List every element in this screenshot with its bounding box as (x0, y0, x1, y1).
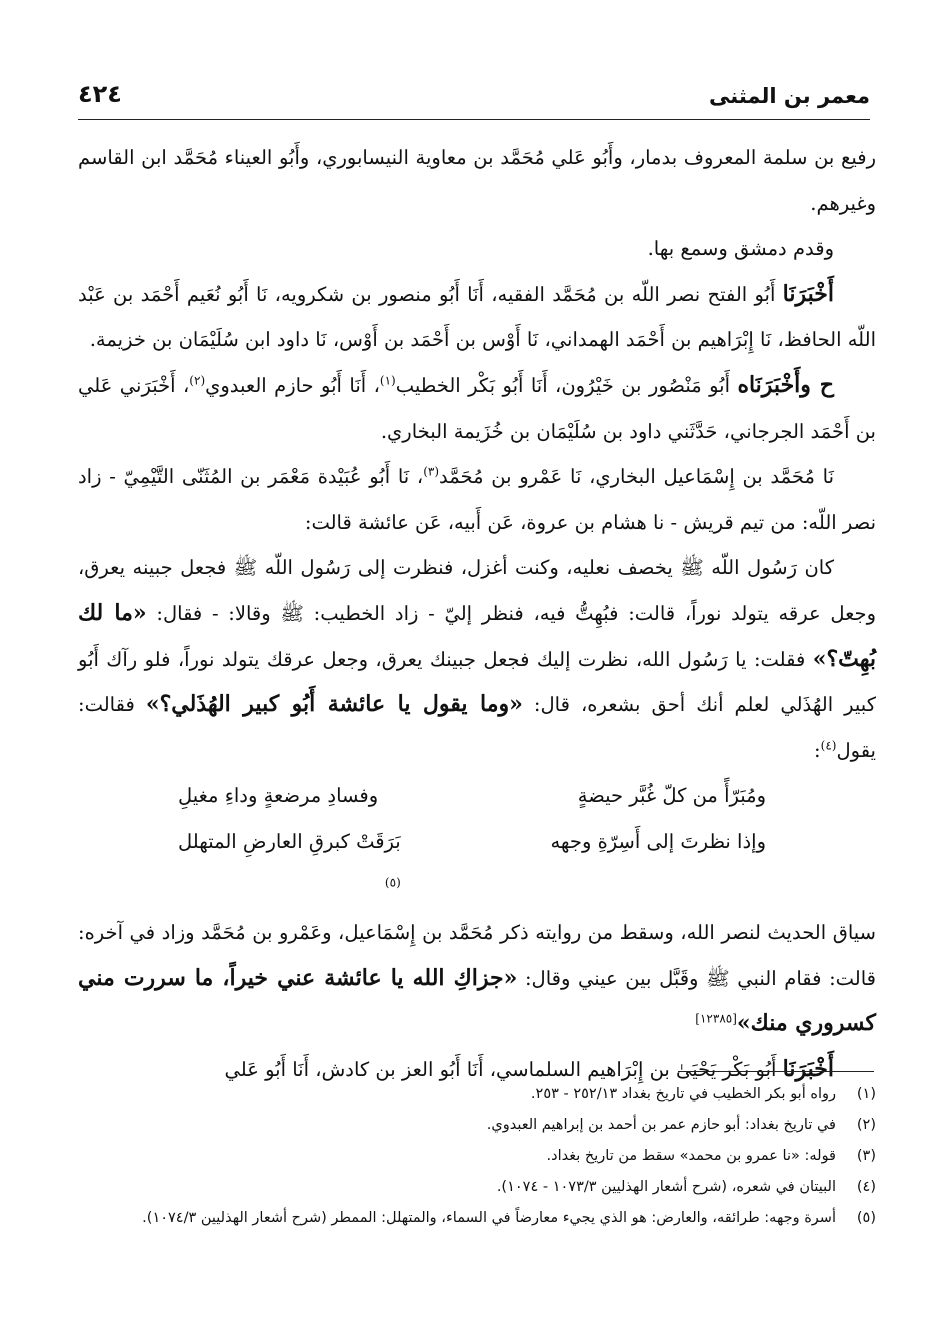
verse-2-text: بَرَقَتْ كبرقِ العارضِ المتهلل (178, 829, 401, 853)
footnote-ref-2[interactable]: (٢) (189, 373, 206, 388)
footnote-number: (١) (856, 1086, 876, 1102)
p5-text-a: نَا مُحَمَّد بن إِسْمَاعيل البخاري، نَا عَمْرو بن مُحَمَّد (439, 465, 835, 489)
footnote-rule (678, 1071, 874, 1072)
p4-text-b: ، أَنَا أَبُو حازم العبدوي (205, 373, 380, 397)
p6-text-f: : (814, 738, 821, 762)
verse-line-2 (78, 819, 876, 910)
verse-1-first-hemistich: ومُبَرّأً من كلّ غُبَّر حيضةٍ (577, 784, 766, 808)
footnote-text: أسرة وجهه: طرائقه، والعارض: هو الذي يجيء معارضاً في السماء، والمتهلل: الممطر (شرح أشعار الهذليين ١٠٧٤/٣). (142, 1210, 836, 1226)
footnote-item (78, 1172, 876, 1203)
footnote-item (78, 1203, 876, 1234)
verse-2-second-hemistich (178, 819, 401, 910)
footnote-text: في تاريخ بغداد: أبو حازم عمر بن أحمد بن إبراهيم العبدوي. (486, 1117, 836, 1133)
verse-2-first-hemistich: وإذا نظرتَ إلى أَسِرّةِ وجهه (550, 829, 766, 853)
footnote-number: (٥) (856, 1210, 876, 1226)
paragraph-3 (78, 272, 876, 363)
paragraph-6 (78, 545, 876, 773)
p5-text-b: ، نَا أَبُو عُبَيْدة مَعْمَر بن المُثَنّى التَّيْمِيّ - زاد نصر اللّه: من تيم قريش - نا هشام بن عروة، عَن أَبيه، عَن عائشة قالت: (78, 465, 876, 534)
p7-text-a: سياق الحديث لنصر الله، وسقط من روايته ذكر مُحَمَّد بن إِسْمَاعيل، وعَمْرو بن مُحَمَّد وزاد في آخره: قالت: فقام النبي ﷺ وقَبَّل بين عيني وقال: (78, 921, 876, 990)
footnote-item (78, 1079, 876, 1110)
p6-text-a: كان رَسُول اللّه ﷺ يخصف نعليه، وكنت أغزل، فنظرت إلى رَسُول اللّه ﷺ فجعل جبينه يعرق، وجعل عرقه يتولد نوراً، قالت: فبُهِتُّ فيه، فنظر إليّ - زاد الخطيب: ﷺ وقالا: - فقال: (78, 556, 877, 625)
footnote-text: قوله: «نا عمرو بن محمد» سقط من تاريخ بغداد. (546, 1148, 836, 1164)
main-text (78, 135, 876, 1092)
paragraph-7 (78, 910, 876, 1047)
footnote-number: (٣) (856, 1148, 876, 1164)
footnote-item (78, 1110, 876, 1141)
paragraph-8-text: أَبُو بَكْر يَحْيَىٰ بن إِبْرَاهيم السلماسي، أَنَا أَبُو العز بن كادش، أَنَا أَبُو عَلي (224, 1057, 777, 1081)
footnote-text: البيتان في شعره، (شرح أشعار الهذليين ١٠٧٣/٣ - ١٠٧٤). (496, 1179, 836, 1195)
footnote-ref-4[interactable]: (٤) (820, 738, 837, 753)
verse-line-1 (78, 773, 876, 819)
footnote-ref-5[interactable]: (٥) (384, 875, 401, 889)
hadith-quote-3: «جزاكِ الله يا عائشة عني خيراً، ما سررت مني كسروري منك» (78, 964, 876, 1037)
paragraph-4 (78, 363, 876, 454)
hadith-number: [١٢٣٨٥] (695, 1011, 737, 1026)
paragraph-1: رفيع بن سلمة المعروف بدمار، وأَبُو عَلي مُحَمَّد بن معاوية النيسابوري، وأَبُو العيناء مُحَمَّد ابن القاسم وغيرهم. (78, 146, 876, 215)
footnote-ref-3[interactable]: (٣) (423, 464, 440, 479)
page-header (78, 68, 870, 108)
p4-text-c: ، أَخْبَرَني عَلي بن أَحْمَد الجرجاني، حَدَّثَني داود بن سُلَيْمَان بن خُزَيمة البخاري. (78, 373, 876, 443)
narration-lead-3: أَخْبَرَنَا (782, 1055, 834, 1082)
p4-text-a: أَبُو مَنْصُور بن خَيْرُون، أَنَا أَبُو بَكْر الخطيب (395, 373, 730, 397)
paragraph-3-text: أَبُو الفتح نصر اللّه بن مُحَمَّد الفقيه، أَنَا أَبُو منصور بن شكرويه، نَا أَبُو نُعَيم أَحْمَد بن عَبْد اللّه الحافظ، نَا إِبْرَاهيم بن أَحْمَد الهمداني، نَا أَوْس بن أَحْمَد بن أَوْس، نَا داود ابن سُلَيْمَان بن خزيمة. (78, 282, 876, 352)
paragraph-2: وقدم دمشق وسمع بها. (647, 237, 834, 261)
hadith-quote-1: «ما لك بُهِتّ؟» (78, 599, 877, 672)
footnote-number: (٢) (856, 1117, 876, 1133)
narration-lead-2: ح وأَخْبَرَنَاه (737, 371, 834, 398)
hadith-quote-2: «وما يقول يا عائشة أَبُو كبير الهُذَلي؟» (145, 691, 523, 718)
running-title: معمر بن المثنى (709, 84, 870, 108)
footnote-item (78, 1141, 876, 1172)
p6-text-c: فقلت: يا رَسُول الله، نظرت إليك فجعل جبينك يعرق، وجعل عرقك يتولد نوراً، فلو رآك أَبُو كبير الهُذَلي لعلم أنك أحق بشعره، قال: (78, 647, 876, 717)
narration-lead: أَخْبَرَنَا (782, 280, 834, 307)
footnote-ref-1[interactable]: (١) (379, 373, 396, 388)
header-rule (78, 119, 870, 120)
footnote-number: (٤) (856, 1179, 876, 1195)
paragraph-5 (78, 454, 876, 545)
page-number: ٤٢٤ (78, 80, 122, 108)
footnote-text: رواه أبو بكر الخطيب في تاريخ بغداد ٢٥٢/١٣ - ٢٥٣. (530, 1086, 836, 1102)
footnotes (78, 1079, 876, 1234)
p6-text-e: فقالت: يقول (78, 693, 876, 762)
verse-1-second-hemistich: وفسادِ مرضعةٍ وداءِ مغيلِ (178, 784, 379, 808)
